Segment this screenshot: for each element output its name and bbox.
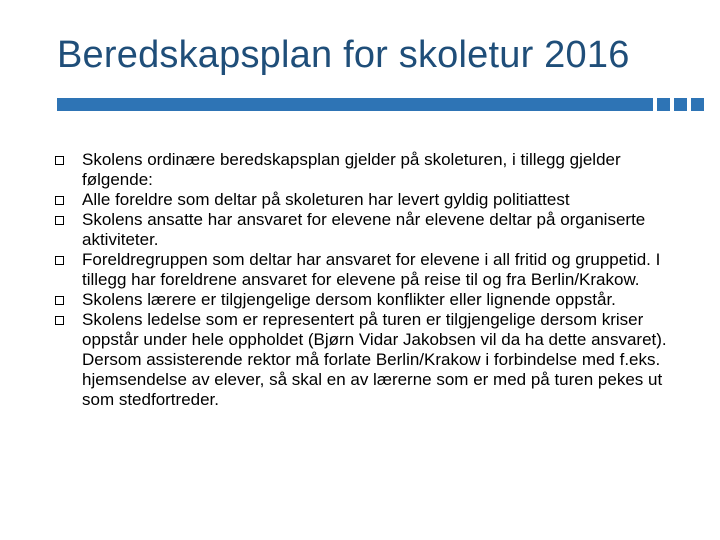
bullet-item [52,250,692,290]
title-underline-main [57,98,653,111]
slide-title: Beredskapsplan for skoletur 2016 [57,34,630,76]
bullet-item [52,190,692,210]
decorative-square [657,98,670,111]
bullet-text: Skolens lærere er tilgjengelige dersom konflikter eller lignende oppstår. [82,290,616,309]
bullet-text: Alle foreldre som deltar på skoleturen har levert gyldig politiattest [82,190,570,209]
bullet-text: Skolens ansatte har ansvaret for elevene når elevene deltar på organiserte aktiviteter. [82,210,646,249]
hollow-square-icon [55,296,64,305]
hollow-square-icon [55,156,64,165]
bullet-list [52,150,692,410]
bullet-item [52,210,692,250]
bullet-text: Foreldregruppen som deltar har ansvaret for elevene i all fritid og gruppetid. I tillegg har foreldrene ansvaret for elevene på reise til og fra Berlin/Krakow. [82,250,661,289]
hollow-square-icon [55,256,64,265]
bullet-text: Skolens ordinære beredskapsplan gjelder på skoleturen, i tillegg gjelder følgende: [82,150,621,189]
hollow-square-icon [55,196,64,205]
bullet-item [52,290,692,310]
hollow-square-icon [55,316,64,325]
title-underline-bar [57,98,708,111]
title-underline-squares [657,98,704,111]
bullet-item [52,310,692,410]
hollow-square-icon [55,216,64,225]
bullet-text: Skolens ledelse som er representert på turen er tilgjengelige dersom kriser oppstår under hele oppholdet (Bjørn Vidar Jakobsen vil da ha dette ansvaret). Dersom assisterende rektor må forlate Berlin/Krakow i forbindelse med f.eks. hjemsendelse av elever, så skal en av lærerne som er med på turen pekes ut som stedfortreder. [82,310,667,409]
bullet-item [52,150,692,190]
decorative-square [691,98,704,111]
decorative-square [674,98,687,111]
